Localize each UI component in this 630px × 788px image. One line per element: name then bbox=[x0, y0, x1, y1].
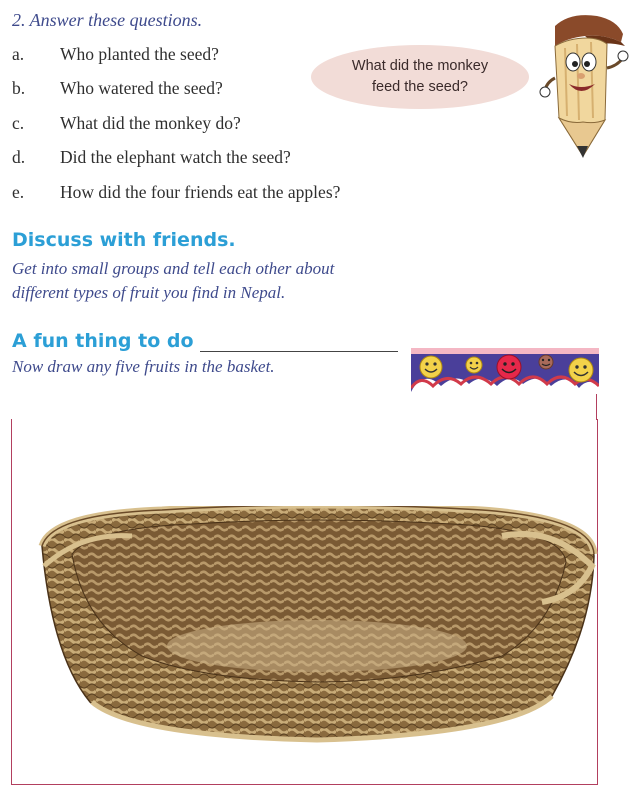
question-text: What did the monkey do? bbox=[60, 113, 241, 133]
discuss-heading: Discuss with friends. bbox=[12, 229, 236, 251]
frame-connector bbox=[596, 394, 597, 420]
speech-bubble-line: What did the monkey bbox=[351, 58, 489, 74]
heading-underline bbox=[200, 351, 398, 352]
smiley-banner-icon bbox=[411, 348, 599, 394]
question-text: Who planted the seed? bbox=[60, 44, 219, 64]
question-letter: a. bbox=[12, 44, 25, 64]
question-letter: e. bbox=[12, 182, 25, 202]
question-text: How did the four friends eat the apples? bbox=[60, 182, 341, 202]
questions-heading: 2. Answer these questions. bbox=[12, 10, 203, 30]
discuss-line: Get into small groups and tell each other about bbox=[12, 259, 335, 278]
speech-bubble-line: feed the seed? bbox=[372, 79, 468, 95]
discuss-text bbox=[12, 257, 334, 305]
fun-instruction: Now draw any five fruits in the basket. bbox=[12, 357, 275, 376]
pencil-mascot-icon bbox=[525, 8, 630, 158]
question-text: Who watered the seed? bbox=[60, 78, 223, 98]
question-letter: b. bbox=[12, 78, 26, 98]
speech-bubble bbox=[311, 45, 529, 109]
question-letter: c. bbox=[12, 113, 25, 133]
discuss-line: different types of fruit you find in Nepal. bbox=[12, 283, 286, 302]
wicker-basket-icon bbox=[32, 506, 602, 746]
fun-heading: A fun thing to do bbox=[12, 330, 194, 352]
question-text: Did the elephant watch the seed? bbox=[60, 147, 291, 167]
question-letter: d. bbox=[12, 147, 26, 167]
